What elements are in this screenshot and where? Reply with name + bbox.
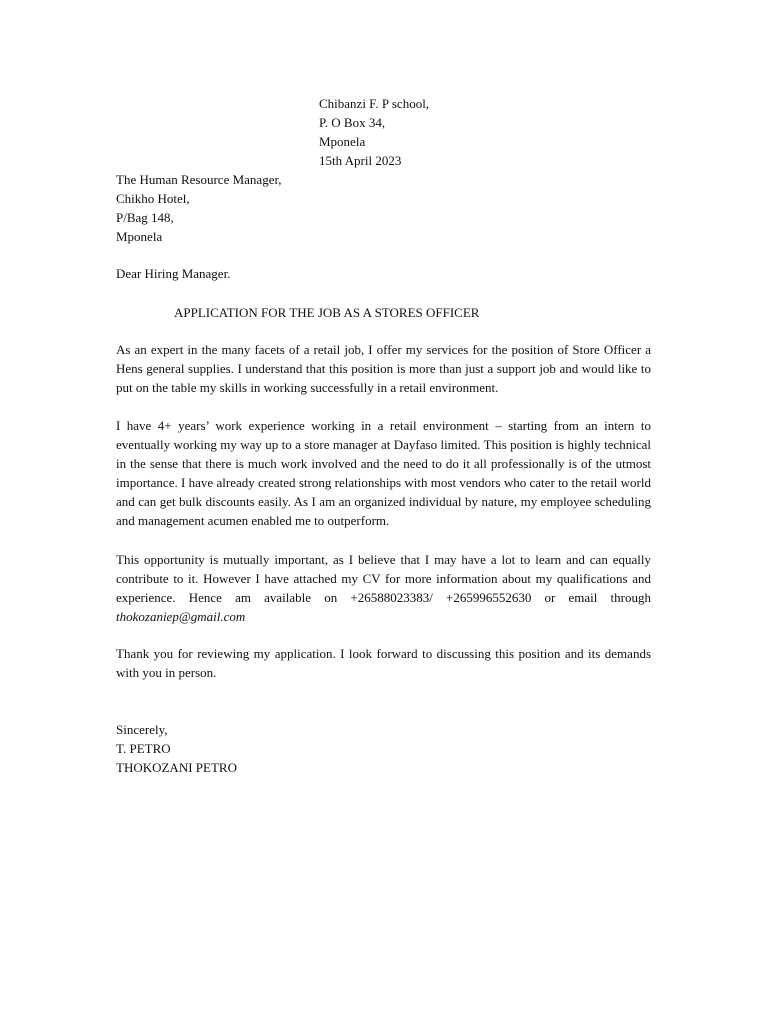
sender-town: Mponela [319, 134, 366, 149]
recipient-town: Mponela [116, 229, 163, 244]
signature: T. PETRO [116, 741, 171, 756]
body-paragraph-3-text: This opportunity is mutually important, as I believe that I may have a lot to learn and can equally contribute to it. However I have attached my CV for more information about my qualifications and experience. Hence am available on +26588023383/ +265996552630 or email through [116, 552, 651, 605]
full-name: THOKOZANI PETRO [116, 760, 237, 775]
email-address: thokozaniep@gmail.com [116, 609, 246, 624]
subject-heading: APPLICATION FOR THE JOB AS A STORES OFFICER [174, 305, 480, 320]
recipient-bag: P/Bag 148, [116, 210, 174, 225]
body-paragraph-3 [116, 550, 651, 626]
sender-school: Chibanzi F. P school, [319, 96, 430, 111]
signoff: Sincerely, [116, 722, 168, 737]
recipient-company: Chikho Hotel, [116, 191, 190, 206]
body-paragraph-1: As an expert in the many facets of a retail job, I offer my services for the position of Store Officer a Hens general supplies. I understand that this position is more than just a support job and would like to put on the table my skills in working successfully in a retail environment. [116, 342, 651, 395]
recipient-title: The Human Resource Manager, [116, 172, 282, 187]
sender-po-box: P. O Box 34, [319, 115, 386, 130]
salutation: Dear Hiring Manager. [116, 266, 231, 281]
body-paragraph-2: I have 4+ years’ work experience working in a retail environment – starting from an intern to eventually working my way up to a store manager at Dayfaso limited. This position is highly technical in the sense that there is much work involved and the need to do it all professionally is of the utmost importance. I have already created strong relationships with most vendors who cater to the retail world and can get bulk discounts easily. As I am an organized individual by nature, my employee scheduling and management acumen enabled me to outperform. [116, 418, 651, 528]
body-paragraph-4: Thank you for reviewing my application. I look forward to discussing this position and its demands with you in person. [116, 646, 651, 680]
letter-date: 15th April 2023 [319, 153, 402, 168]
